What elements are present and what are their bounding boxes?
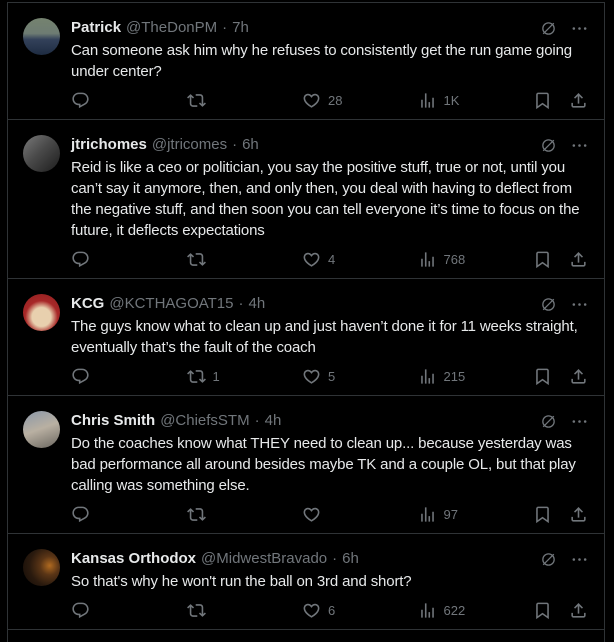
like-count: 4 xyxy=(328,252,336,267)
avatar[interactable] xyxy=(23,411,60,448)
views-button[interactable] xyxy=(418,91,534,110)
tweet[interactable] xyxy=(8,120,604,279)
bookmark-icon[interactable] xyxy=(533,250,552,269)
tweet-actions xyxy=(71,367,588,386)
like-button[interactable] xyxy=(302,91,418,110)
retweet-button[interactable] xyxy=(187,505,303,524)
user-handle[interactable]: @KCTHAGOAT15 xyxy=(109,295,234,312)
tweet-actions xyxy=(71,601,588,620)
like-count: 5 xyxy=(328,369,336,384)
timestamp[interactable]: 4h xyxy=(264,412,282,429)
retweet-button[interactable] xyxy=(187,250,303,269)
like-button[interactable] xyxy=(302,505,418,524)
view-count: 97 xyxy=(443,507,458,522)
avatar-column xyxy=(23,135,71,269)
tweet[interactable] xyxy=(8,396,604,534)
tweet-text: So that's why he won't run the ball on 3rd and short? xyxy=(71,573,412,590)
like-icon xyxy=(302,91,321,110)
share-icon[interactable] xyxy=(569,367,588,386)
avatar-column xyxy=(23,549,71,620)
views-button[interactable] xyxy=(418,505,534,524)
view-count: 768 xyxy=(443,252,466,267)
grok-icon[interactable] xyxy=(540,296,557,313)
views-icon xyxy=(418,505,437,524)
tweet-header xyxy=(71,294,588,314)
reply-button[interactable] xyxy=(71,250,187,269)
dot-separator: · xyxy=(332,550,338,567)
views-icon xyxy=(418,91,437,110)
bookmark-icon[interactable] xyxy=(533,91,552,110)
more-icon[interactable] xyxy=(571,20,588,37)
tweet-actions xyxy=(71,505,588,524)
avatar-column xyxy=(23,294,71,386)
retweet-icon xyxy=(187,250,206,269)
reply-button[interactable] xyxy=(71,91,187,110)
tweet[interactable] xyxy=(8,279,604,396)
share-icon[interactable] xyxy=(569,601,588,620)
tweet-header xyxy=(71,135,588,155)
more-icon[interactable] xyxy=(571,137,588,154)
dot-separator: · xyxy=(254,412,260,429)
grok-icon[interactable] xyxy=(540,413,557,430)
dot-separator: · xyxy=(222,19,228,36)
display-name[interactable]: KCG xyxy=(71,295,105,312)
user-handle[interactable]: @jtricomes xyxy=(151,136,228,153)
reply-icon xyxy=(71,367,90,386)
tweet-actions xyxy=(71,91,588,110)
timestamp[interactable]: 7h xyxy=(232,19,249,36)
reply-button[interactable] xyxy=(71,367,187,386)
like-icon xyxy=(302,250,321,269)
more-icon[interactable] xyxy=(571,551,588,568)
like-icon xyxy=(302,505,321,524)
like-button[interactable] xyxy=(302,250,418,269)
grok-icon[interactable] xyxy=(540,20,557,37)
reply-icon xyxy=(71,250,90,269)
views-button[interactable] xyxy=(418,601,534,620)
retweet-icon xyxy=(187,601,206,620)
reply-icon xyxy=(71,91,90,110)
avatar[interactable] xyxy=(23,294,60,331)
retweet-icon xyxy=(187,367,206,386)
dot-separator: · xyxy=(232,136,238,153)
timestamp[interactable]: 4h xyxy=(248,295,266,312)
avatar[interactable] xyxy=(23,18,60,55)
tweet[interactable] xyxy=(8,3,604,120)
retweet-button[interactable] xyxy=(187,367,303,386)
display-name[interactable]: Patrick xyxy=(71,19,122,36)
tweet-text: Do the coaches know what THEY need to clean up... because yesterday was bad performance all around besides maybe TK and a couple OL, but that play calling was something else. xyxy=(71,435,576,494)
views-icon xyxy=(418,367,437,386)
avatar[interactable] xyxy=(23,549,60,586)
retweet-button[interactable] xyxy=(187,91,303,110)
user-handle[interactable]: @ChiefsSTM xyxy=(160,412,250,429)
like-icon xyxy=(302,367,321,386)
like-count: 6 xyxy=(328,603,336,618)
display-name[interactable]: Kansas Orthodox xyxy=(71,550,197,567)
display-name[interactable]: jtrichomes xyxy=(71,136,147,153)
views-button[interactable] xyxy=(418,367,534,386)
user-handle[interactable]: @TheDonPM xyxy=(126,19,218,36)
tweet[interactable] xyxy=(8,534,604,630)
replies-feed xyxy=(7,2,605,642)
tweet-header xyxy=(71,18,588,38)
grok-icon[interactable] xyxy=(540,551,557,568)
view-count: 622 xyxy=(443,603,466,618)
like-button[interactable] xyxy=(302,601,418,620)
dot-separator: · xyxy=(238,295,244,312)
reply-icon xyxy=(71,601,90,620)
view-count: 215 xyxy=(443,369,466,384)
more-icon[interactable] xyxy=(571,296,588,313)
reply-icon xyxy=(71,505,90,524)
tweet-header xyxy=(71,411,588,431)
retweet-count: 1 xyxy=(212,369,220,384)
views-icon xyxy=(418,601,437,620)
avatar-column xyxy=(23,411,71,524)
tweet-header xyxy=(71,549,588,569)
tweet-actions xyxy=(71,250,588,269)
retweet-button[interactable] xyxy=(187,601,303,620)
retweet-icon xyxy=(187,91,206,110)
tweet-text: The guys know what to clean up and just haven’t done it for 11 weeks straight, eventually that’s the fault of the coach xyxy=(71,318,578,356)
share-icon[interactable] xyxy=(569,250,588,269)
grok-icon[interactable] xyxy=(540,137,557,154)
timestamp[interactable]: 6h xyxy=(342,550,359,567)
views-button[interactable] xyxy=(418,250,534,269)
display-name[interactable]: Chris Smith xyxy=(71,412,156,429)
views-icon xyxy=(418,250,437,269)
bookmark-icon[interactable] xyxy=(533,601,552,620)
like-button[interactable] xyxy=(302,367,418,386)
timestamp[interactable]: 6h xyxy=(242,136,259,153)
tweet-text: Reid is like a ceo or politician, you say the positive stuff, true or not, until you can’t say it anymore, then, and only then, you deal with having to deflect from the negative stuff, and then soon you can tell everyone it’s time to focus on the future, it deflects expectations xyxy=(71,159,580,239)
user-handle[interactable]: @MidwestBravado xyxy=(201,550,328,567)
view-count: 1K xyxy=(443,93,460,108)
reply-button[interactable] xyxy=(71,505,187,524)
share-icon[interactable] xyxy=(569,505,588,524)
bookmark-icon[interactable] xyxy=(533,367,552,386)
bookmark-icon[interactable] xyxy=(533,505,552,524)
tweet-text: Can someone ask him why he refuses to consistently get the run game going under center? xyxy=(71,42,572,80)
retweet-icon xyxy=(187,505,206,524)
like-count: 28 xyxy=(328,93,343,108)
avatar[interactable] xyxy=(23,135,60,172)
share-icon[interactable] xyxy=(569,91,588,110)
avatar-column xyxy=(23,18,71,110)
more-icon[interactable] xyxy=(571,413,588,430)
like-icon xyxy=(302,601,321,620)
reply-button[interactable] xyxy=(71,601,187,620)
